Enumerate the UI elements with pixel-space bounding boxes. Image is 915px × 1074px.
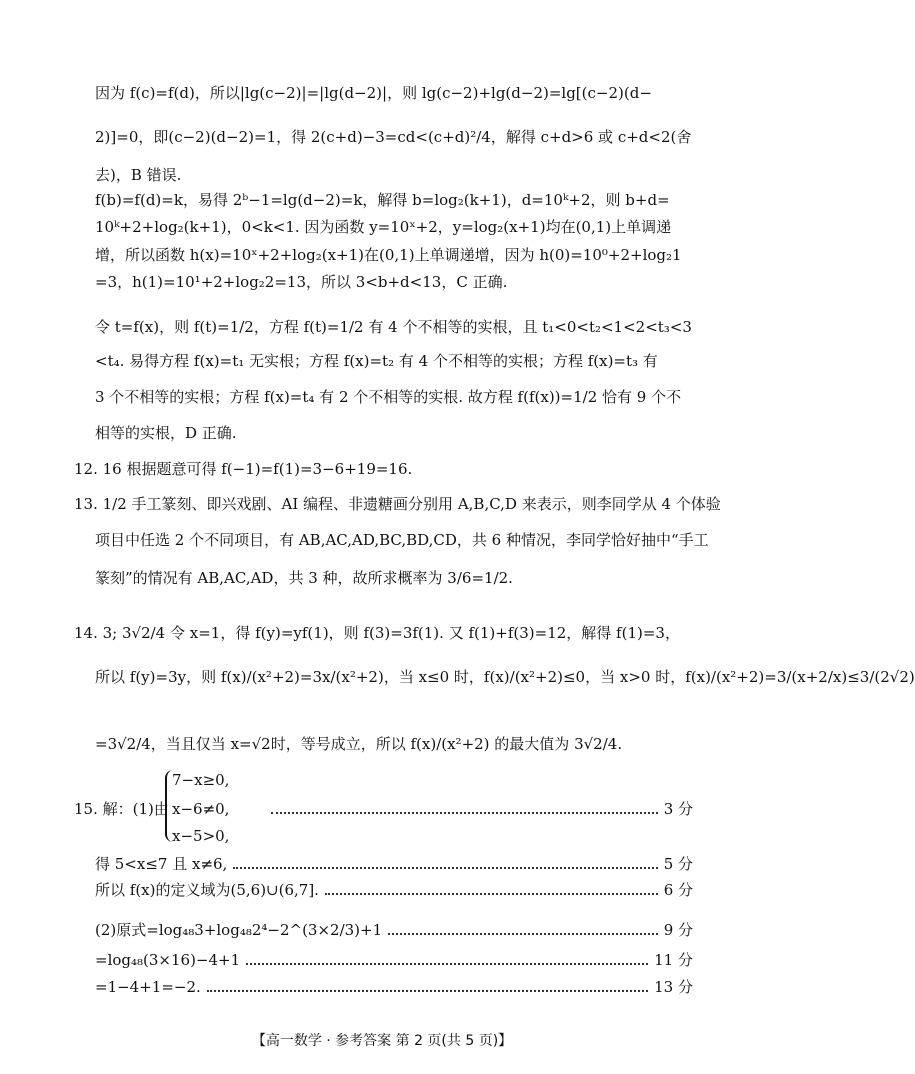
leader-dots [271,811,658,814]
text-line: 3 个不相等的实根；方程 f(x)=t₄ 有 2 个不相等的实根. 故方程 f(f(x))=1/2 恰有 9 个不 [95,388,682,406]
system-condition: x−5>0, [172,827,230,845]
score-points: 6 分 [663,881,693,899]
score-points: 9 分 [663,921,693,939]
score-points: 13 分 [654,978,693,996]
system-condition: x−6≠0, [172,800,230,818]
answer-15-lead: 15. 解：(1)由 [74,800,169,818]
text-line: 篆刻”的情况有 AB,AC,AD，共 3 种，故所求概率为 3/6=1/2. [95,569,513,587]
leader-dots [233,866,657,869]
step-expression: 得 5<x≤7 且 x≠6, [95,855,228,873]
step-expression: 所以 f(x)的定义域为(5,6)∪(6,7]. [95,881,319,899]
system-condition: 7−x≥0, [172,771,230,789]
leader-dots [388,932,658,935]
score-row [265,799,693,819]
step-expression: (2)原式=log₄₈3+log₄₈2⁴−2^(3×2/3)+1 [95,921,383,939]
score-row [95,977,693,997]
leader-dots [246,962,648,965]
score-row [95,854,693,874]
text-line: 所以 f(y)=3y，则 f(x)/(x²+2)=3x/(x²+2)，当 x≤0 时，f(x)/(x²+2)≤0，当 x>0 时，f(x)/(x²+2)=3/(x+2/x)≤3/(2√2) [95,668,915,686]
score-row [95,880,693,900]
text-line: 因为 f(c)=f(d)，所以|lg(c−2)|=|lg(d−2)|，则 lg(c−2)+lg(d−2)=lg[(c−2)(d− [95,84,652,102]
page-footer: 【高一数学 · 参考答案 第 2 页(共 5 页)】 [251,1033,513,1049]
score-row [95,920,693,940]
text-line: =3，h(1)=10¹+2+log₂2=13，所以 3<b+d<13，C 正确. [95,273,508,291]
answer-12: 12. 16 根据题意可得 f(−1)=f(1)=3−6+19=16. [74,460,413,478]
step-expression: =1−4+1=−2. [95,978,201,996]
text-line: 增，所以函数 h(x)=10ˣ+2+log₂(x+1)在(0,1)上单调递增，因为 h(0)=10⁰+2+log₂1 [95,246,682,264]
score-points: 5 分 [663,855,693,873]
text-line: f(b)=f(d)=k，易得 2ᵇ−1=lg(d−2)=k，解得 b=log₂(k+1)，d=10ᵏ+2，则 b+d= [95,191,670,209]
score-points: 11 分 [654,951,693,969]
text-line: 10ᵏ+2+log₂(k+1)，0<k<1. 因为函数 y=10ˣ+2，y=log₂(x+1)均在(0,1)上单调递 [95,218,672,236]
text-line: 令 t=f(x)，则 f(t)=1/2，方程 f(t)=1/2 有 4 个不相等的实根，且 t₁<0<t₂<1<2<t₃<3 [95,318,692,336]
leader-dots [207,989,648,992]
text-line: 去)，B 错误. [95,166,182,184]
leader-dots [325,892,658,895]
text-line: 2)]=0，即(c−2)(d−2)=1，得 2(c+d)−3=cd<(c+d)²/4，解得 c+d>6 或 c+d<2(舍 [95,128,692,146]
text-line: =3√2/4，当且仅当 x=√2时，等号成立，所以 f(x)/(x²+2) 的最大值为 3√2/4. [95,735,623,753]
score-points: 3 分 [663,800,693,818]
text-line: 项目中任选 2 个不同项目，有 AB,AC,AD,BC,BD,CD，共 6 种情况，李同学恰好抽中“手工 [95,531,709,549]
score-row [95,950,693,970]
text-line: <t₄. 易得方程 f(x)=t₁ 无实根；方程 f(x)=t₂ 有 4 个不相等的实根；方程 f(x)=t₃ 有 [95,352,658,370]
step-expression: =log₄₈(3×16)−4+1 [95,951,241,969]
answer-13: 13. 1/2 手工篆刻、即兴戏剧、AI 编程、非遗糖画分别用 A,B,C,D 来表示，则李同学从 4 个体验 [74,495,721,513]
text-line: 相等的实根，D 正确. [95,424,237,442]
answer-14: 14. 3; 3√2/4 令 x=1，得 f(y)=yf(1)，则 f(3)=3f(1). 又 f(1)+f(3)=12，解得 f(1)=3， [74,624,680,642]
